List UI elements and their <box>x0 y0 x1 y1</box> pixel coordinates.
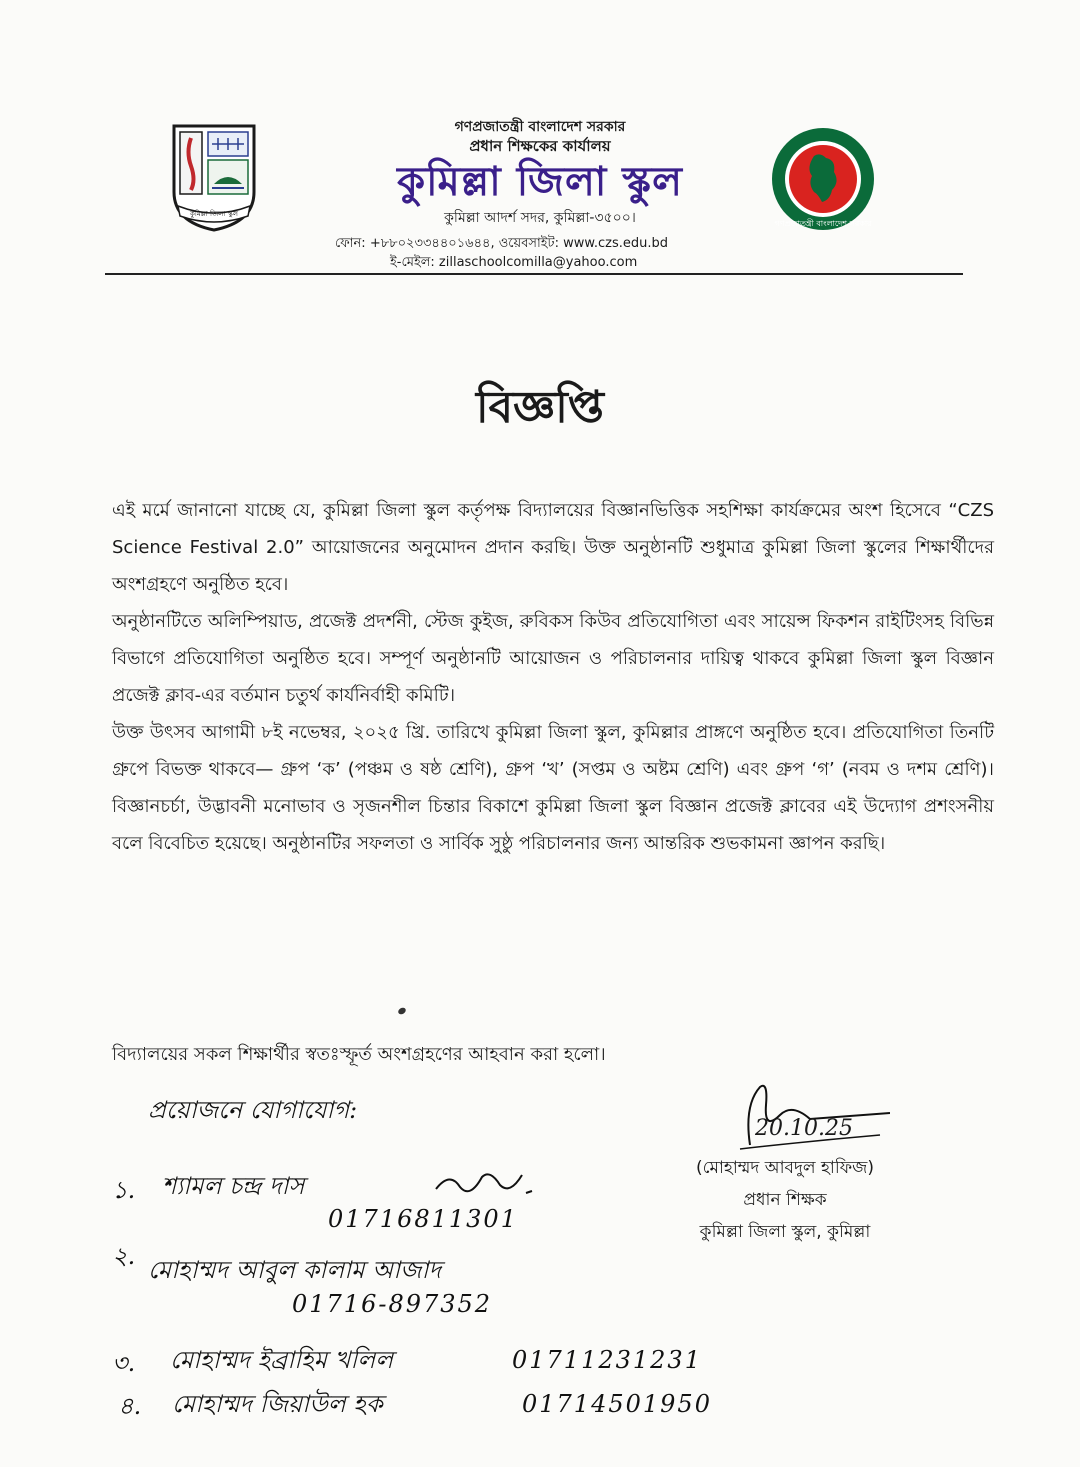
headmaster-signature-icon <box>720 1075 890 1155</box>
contact-phone: 01714501950 <box>522 1390 712 1418</box>
seal-text: গণপ্রজাতন্ত্রী বাংলাদেশ সরকার <box>774 219 872 228</box>
contact-number: ২. <box>112 1242 136 1270</box>
contact-name: মোহাম্মদ ইব্রাহিম খলিল <box>170 1346 393 1374</box>
ink-mark <box>397 1006 407 1015</box>
paragraph-1: এই মর্মে জানানো যাচ্ছে যে, কুমিল্লা জিলা স্কুল কর্তৃপক্ষ বিদ্যালয়ের বিজ্ঞানভিত্তিক সহশিক্ষা কার্যক্রমের অংশ হিসেবে “CZS Science Festival 2.0” আয়োজনের অনুমোদন প্রদান করছি। উক্ত অনুষ্ঠানটি শুধুমাত্র কুমিল্লা জিলা স্কুলের শিক্ষার্থীদের অংশগ্রহণে অনুষ্ঠিত হবে। <box>112 500 994 595</box>
signatory-institution: কুমিল্লা জিলা স্কুল, কুমিল্লা <box>699 1222 871 1242</box>
contact-phone: 01716-897352 <box>292 1290 493 1318</box>
header-divider <box>105 273 963 275</box>
notice-body <box>112 492 994 862</box>
contact-number: ১. <box>112 1176 136 1204</box>
signature-block <box>640 1152 930 1248</box>
paragraph-3: উক্ত উৎসব আগামী ৮ই নভেম্বর, ২০২৫ খ্রি. তারিখে কুমিল্লা জিলা স্কুল, কুমিল্লার প্রাঙ্গণে অনুষ্ঠিত হবে। প্রতিযোগিতা তিনটি গ্রুপে বিভক্ত থাকবে— গ্রুপ ‘ক’ (পঞ্চম ও ষষ্ঠ শ্রেণি), গ্রুপ ‘খ’ (সপ্তম ও অষ্টম শ্রেণি) এবং গ্রুপ ‘গ’ (নবম ও দশম শ্রেণি)। বিজ্ঞানচর্চা, উদ্ভাবনী মনোভাব ও সৃজনশীল চিন্তার বিকাশে কুমিল্লা জিলা স্কুল বিজ্ঞান প্রজেক্ট ক্লাবের এই উদ্যোগ প্রশংসনীয় বলে বিবেচিত হয়েছে। অনুষ্ঠানটির সফলতা ও সার্বিক সুষ্ঠু পরিচালনার জন্য আন্তরিক শুভকামনা জ্ঞাপন করছি। <box>112 722 994 854</box>
signature-date: 20.10.25 <box>755 1116 853 1141</box>
paragraph-2: অনুষ্ঠানটিতে অলিম্পিয়াড, প্রজেক্ট প্রদর্শনী, স্টেজ কুইজ, রুবিকস কিউব প্রতিযোগিতা এবং সায়েন্স ফিকশন রাইটিংসহ বিভিন্ন বিভাগে প্রতিযোগিতা অনুষ্ঠিত হবে। সম্পূর্ণ অনুষ্ঠানটি আয়োজন ও পরিচালনার দায়িত্ব থাকবে কুমিল্লা জিলা স্কুল বিজ্ঞান প্রজেক্ট ক্লাব-এর বর্তমান চতুর্থ কার্যনির্বাহী কমিটি। <box>112 611 994 706</box>
email-address: ই-মেইল: zillaschoolcomilla@yahoo.com <box>390 255 638 270</box>
logo-ribbon-text: কুমিল্লা জিলা স্কুল <box>189 210 239 218</box>
contact-info <box>335 234 735 272</box>
government-seal-icon <box>770 126 876 232</box>
phone-website: ফোন: +৮৮০২৩৩৪৪০১৬৪৪, ওয়েবসাইট: www.czs.edu.bd <box>335 236 668 251</box>
contact-number: ৪. <box>118 1392 142 1420</box>
contact-name: মোহাম্মদ আবুল কালাম আজাদ <box>148 1256 442 1284</box>
contact-phone: 01711231231 <box>512 1346 702 1374</box>
notice-title: বিজ্ঞপ্তি <box>476 382 604 433</box>
contact-name: মোহাম্মদ জিয়াউল হক <box>172 1390 383 1418</box>
call-to-action: বিদ্যালয়ের সকল শিক্ষার্থীর স্বতঃস্ফূর্ত অংশগ্রহণের আহবান করা হলো। <box>112 1044 606 1065</box>
contact-name: শ্যামল চন্দ্র দাস <box>162 1172 305 1200</box>
contacts-heading: প্রয়োজনে যোগাযোগ: <box>148 1096 358 1124</box>
contact-number: ৩. <box>112 1349 136 1377</box>
initial-signature-icon <box>430 1165 540 1201</box>
school-address: কুমিল্লা আদর্শ সদর, কুমিল্লা-৩৫০০। <box>444 210 636 226</box>
government-name: গণপ্রজাতন্ত্রী বাংলাদেশ সরকার <box>454 119 626 135</box>
contact-phone: 01716811301 <box>328 1205 518 1233</box>
office-name: প্রধান শিক্ষকের কার্যালয় <box>469 137 611 155</box>
school-name: কুমিল্লা জিলা স্কুল <box>397 159 683 205</box>
signatory-name: (মোহাম্মদ আবদুল হাফিজ) <box>695 1158 874 1178</box>
letterhead <box>300 118 780 228</box>
signatory-title: প্রধান শিক্ষক <box>743 1190 827 1210</box>
school-logo-icon <box>168 122 260 234</box>
